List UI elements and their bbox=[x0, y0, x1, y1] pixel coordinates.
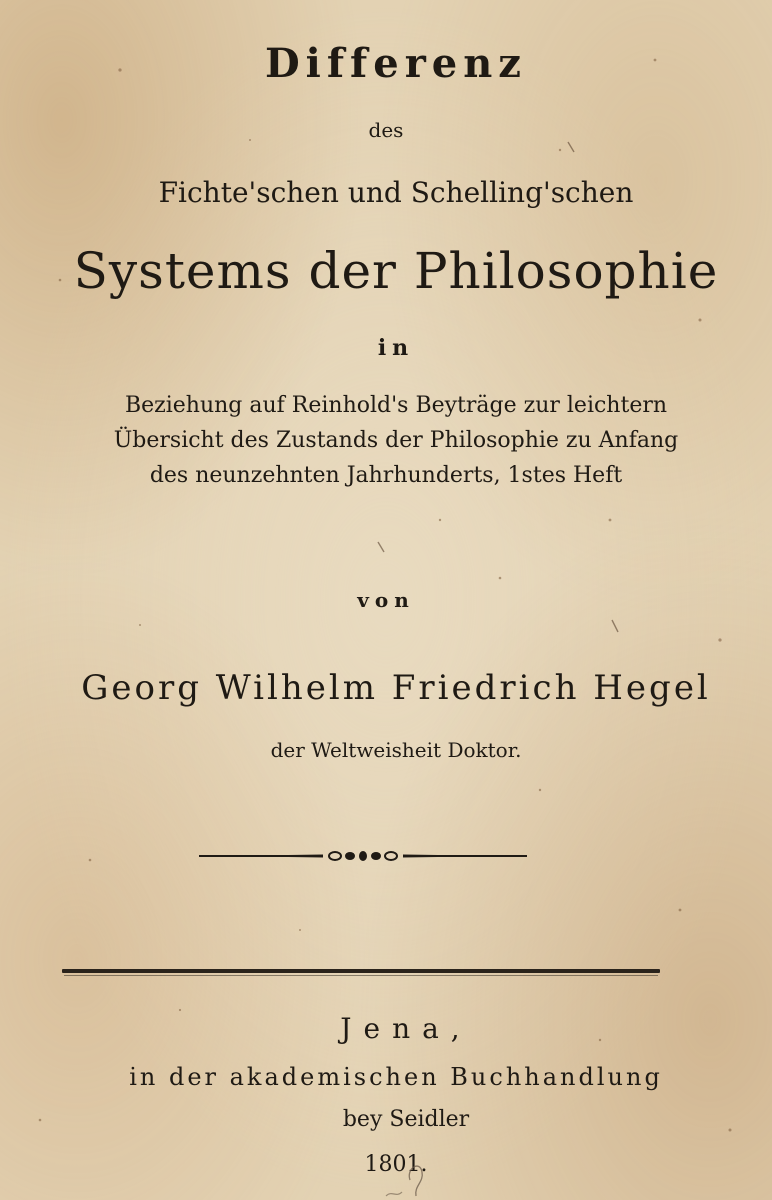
title-fichte-schelling: Fichte'schen und Schelling'schen bbox=[158, 176, 634, 209]
author-name: Georg Wilhelm Friedrich Hegel bbox=[81, 668, 711, 708]
subtitle-line: Beziehung auf Reinhold's Beyträge zur leichtern bbox=[124, 393, 668, 418]
main-title: Differenz bbox=[264, 40, 528, 87]
pencil-annotation-icon bbox=[380, 1150, 440, 1200]
imprint-seller: bey Seidler bbox=[342, 1107, 470, 1132]
author-title: der Weltweisheit Doktor. bbox=[270, 738, 522, 762]
title-in: in bbox=[377, 335, 415, 361]
title-systems: Systems der Philosophie bbox=[73, 242, 719, 300]
ornament-divider bbox=[199, 848, 527, 864]
von-label: von bbox=[357, 588, 415, 612]
subtitle-line: des neunzehnten Jahrhunderts, 1stes Heft bbox=[149, 463, 623, 488]
horizontal-rule-shadow bbox=[64, 975, 658, 976]
imprint-year: 1801. bbox=[364, 1152, 428, 1177]
imprint-place: Jena, bbox=[340, 1012, 472, 1045]
subtitle-line: Übersicht des Zustands der Philosophie zu Anfang bbox=[113, 428, 679, 453]
horizontal-rule bbox=[62, 969, 660, 973]
imprint-publisher: in der akademischen Buchhandlung bbox=[129, 1063, 663, 1091]
title-des: des bbox=[368, 118, 404, 142]
